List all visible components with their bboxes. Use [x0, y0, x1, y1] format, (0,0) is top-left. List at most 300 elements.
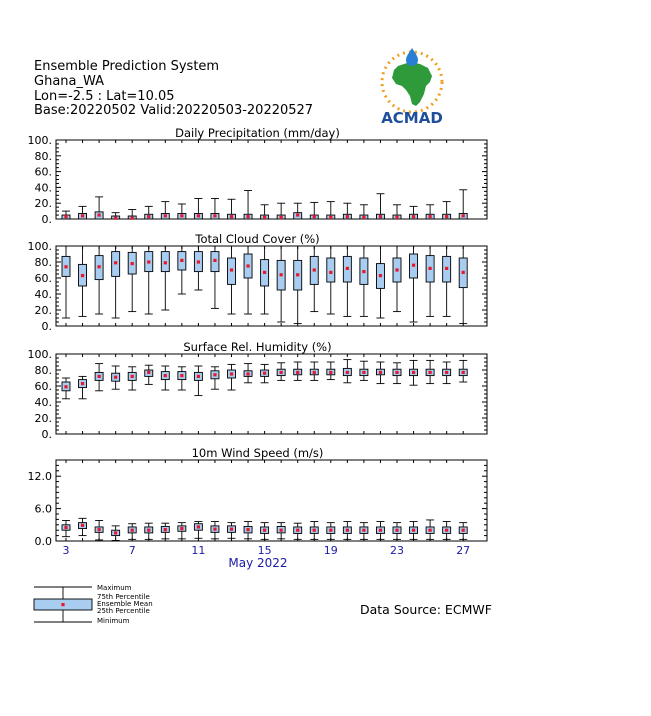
box-day-4: [79, 206, 87, 219]
mean-marker: [346, 215, 349, 218]
box-day-27: [459, 360, 467, 382]
y-tick-label: 20.: [34, 304, 52, 317]
mean-marker: [230, 268, 233, 271]
iqr-box: [228, 258, 236, 284]
box-day-21: [360, 246, 368, 316]
box-day-8: [145, 246, 153, 314]
box-day-6: [112, 366, 120, 389]
chart-panel-1: [28, 126, 488, 226]
mean-marker: [445, 529, 448, 532]
iqr-box: [410, 369, 418, 375]
iqr-box: [244, 526, 252, 532]
iqr-box: [426, 369, 434, 375]
mean-marker: [346, 371, 349, 374]
x-tick-label: 3: [62, 544, 70, 557]
x-tick-label: 19: [323, 544, 338, 557]
acmad-logo: [372, 46, 452, 128]
iqr-box: [294, 369, 302, 375]
iqr-box: [112, 373, 120, 381]
box-day-27: [459, 523, 467, 540]
iqr-box: [128, 216, 136, 219]
box-day-14: [244, 246, 252, 314]
header-region: Ghana_WA: [34, 74, 105, 89]
mean-marker: [362, 371, 365, 374]
box-day-7: [128, 367, 136, 390]
plot-frame: [56, 140, 487, 219]
box-day-11: [194, 198, 202, 219]
iqr-box: [145, 370, 153, 376]
y-tick-label: 40.: [34, 181, 52, 195]
mean-marker: [412, 215, 415, 218]
mean-marker: [131, 262, 134, 265]
y-tick-label: 40.: [34, 288, 52, 301]
mean-marker: [362, 529, 365, 532]
mean-marker: [263, 216, 266, 219]
box-day-14: [244, 522, 252, 539]
box-day-12: [211, 198, 219, 219]
box-day-3: [62, 520, 70, 536]
iqr-box: [112, 216, 120, 219]
box-day-26: [443, 246, 451, 316]
iqr-box: [79, 213, 87, 219]
iqr-box: [244, 214, 252, 219]
box-day-17: [294, 362, 302, 380]
mean-marker: [164, 261, 167, 264]
mean-marker: [246, 528, 249, 531]
box-day-19: [327, 523, 335, 540]
iqr-box: [277, 215, 285, 219]
box-day-14: [244, 364, 252, 383]
iqr-box: [261, 527, 269, 533]
box-day-19: [327, 362, 335, 380]
iqr-box: [211, 526, 219, 532]
mean-marker: [280, 529, 283, 532]
box-day-5: [95, 246, 103, 314]
iqr-box: [178, 252, 186, 270]
box-day-12: [211, 246, 219, 308]
mean-marker: [180, 374, 183, 377]
iqr-box: [211, 213, 219, 219]
iqr-box: [310, 256, 318, 284]
box-day-10: [178, 246, 186, 294]
iqr-box: [62, 215, 70, 219]
mean-marker: [379, 529, 382, 532]
mean-marker: [213, 528, 216, 531]
box-day-9: [161, 246, 169, 310]
iqr-box: [277, 369, 285, 375]
mean-marker: [362, 216, 365, 219]
mean-marker: [412, 371, 415, 374]
box-day-23: [393, 363, 401, 384]
iqr-box: [178, 372, 186, 380]
header-dates: Base:20220502 Valid:20220503-20220527: [34, 103, 314, 118]
box-day-11: [194, 366, 202, 396]
mean-marker: [362, 270, 365, 273]
box-day-8: [145, 523, 153, 539]
water-drop-icon: [406, 48, 418, 66]
iqr-box: [228, 214, 236, 219]
mean-marker: [64, 215, 67, 218]
iqr-box: [294, 260, 302, 290]
mean-marker: [280, 273, 283, 276]
mean-marker: [329, 529, 332, 532]
box-day-26: [443, 362, 451, 384]
box-day-9: [161, 366, 169, 390]
box-day-24: [410, 360, 418, 385]
iqr-box: [410, 214, 418, 219]
box-day-19: [327, 246, 335, 314]
box-day-17: [294, 246, 302, 324]
y-tick-label: 60.: [34, 380, 52, 393]
box-day-18: [310, 246, 318, 312]
mean-marker: [180, 259, 183, 262]
iqr-box: [194, 213, 202, 219]
iqr-box: [95, 372, 103, 380]
box-day-7: [128, 246, 136, 312]
mean-marker: [313, 371, 316, 374]
mean-marker: [197, 375, 200, 378]
mean-marker: [64, 526, 67, 529]
box-day-16: [277, 203, 285, 219]
iqr-box: [294, 527, 302, 533]
box-day-27: [459, 246, 467, 324]
mean-marker: [81, 382, 84, 385]
box-day-20: [343, 203, 351, 219]
box-day-18: [310, 202, 318, 219]
iqr-box: [79, 523, 87, 529]
mean-marker: [395, 529, 398, 532]
legend: [34, 584, 153, 625]
mean-marker: [213, 259, 216, 262]
iqr-box: [410, 527, 418, 533]
chart-panel-4: [28, 446, 488, 570]
iqr-box: [261, 370, 269, 376]
iqr-box: [145, 214, 153, 219]
iqr-box: [128, 252, 136, 274]
mean-marker: [131, 375, 134, 378]
iqr-box: [128, 527, 136, 533]
mean-marker: [313, 215, 316, 218]
x-tick-label: 27: [456, 544, 471, 557]
y-tick-label: 0.: [41, 428, 52, 441]
mean-marker: [296, 213, 299, 216]
mean-marker: [429, 529, 432, 532]
mean-marker: [263, 372, 266, 375]
mean-marker: [296, 529, 299, 532]
box-day-5: [95, 197, 103, 219]
box-day-15: [261, 205, 269, 219]
mean-marker: [379, 274, 382, 277]
mean-marker: [280, 371, 283, 374]
y-tick-label: 80.: [34, 149, 52, 163]
box-day-16: [277, 363, 285, 381]
iqr-box: [161, 252, 169, 272]
iqr-box: [443, 369, 451, 375]
box-day-21: [360, 523, 368, 540]
iqr-box: [294, 213, 302, 219]
iqr-box: [145, 252, 153, 272]
mean-marker: [346, 529, 349, 532]
iqr-box: [161, 372, 169, 380]
mean-marker: [180, 214, 183, 217]
box-day-25: [426, 246, 434, 316]
iqr-box: [194, 372, 202, 380]
x-tick-label: 7: [128, 544, 136, 557]
mean-marker: [98, 375, 101, 378]
mean-marker: [329, 216, 332, 219]
x-axis-label: May 2022: [228, 556, 288, 570]
mean-marker: [164, 214, 167, 217]
box-day-17: [294, 203, 302, 219]
mean-marker: [147, 260, 150, 263]
mean-marker: [114, 531, 117, 534]
mean-marker: [197, 525, 200, 528]
y-tick-label: 20.: [34, 412, 52, 425]
iqr-box: [95, 527, 103, 532]
mean-marker: [313, 268, 316, 271]
y-tick-label: 0.: [41, 213, 52, 226]
box-day-18: [310, 362, 318, 380]
box-day-22: [376, 246, 384, 318]
iqr-box: [459, 213, 467, 219]
box-day-6: [112, 246, 120, 318]
mean-marker: [81, 214, 84, 217]
iqr-box: [228, 526, 236, 532]
mean-marker: [445, 371, 448, 374]
iqr-box: [161, 213, 169, 219]
box-day-23: [393, 246, 401, 312]
legend-label: 75th Percentile: [97, 593, 150, 601]
box-day-23: [393, 205, 401, 219]
y-tick-label: 12.0: [27, 470, 52, 484]
y-tick-label: 100.: [27, 134, 52, 147]
box-day-5: [95, 520, 103, 539]
mean-marker: [180, 527, 183, 530]
iqr-box: [327, 369, 335, 375]
iqr-box: [360, 258, 368, 284]
mean-marker: [429, 267, 432, 270]
mean-marker: [395, 268, 398, 271]
iqr-box: [426, 256, 434, 282]
mean-marker: [164, 528, 167, 531]
iqr-box: [161, 526, 169, 532]
legend-label: Ensemble Mean: [97, 600, 153, 608]
iqr-box: [128, 372, 136, 380]
box-day-24: [410, 206, 418, 219]
iqr-box: [426, 527, 434, 533]
mean-marker: [81, 274, 84, 277]
mean-marker: [230, 528, 233, 531]
y-tick-label: 0.0: [34, 535, 52, 548]
mean-marker: [197, 260, 200, 263]
iqr-box: [343, 214, 351, 219]
iqr-box: [277, 526, 285, 532]
mean-marker: [296, 273, 299, 276]
mean-marker: [429, 215, 432, 218]
iqr-box: [376, 527, 384, 533]
iqr-box: [360, 369, 368, 375]
box-day-21: [360, 361, 368, 380]
mean-marker: [280, 216, 283, 219]
iqr-box: [360, 527, 368, 533]
mean-marker: [246, 215, 249, 218]
mean-marker: [445, 267, 448, 270]
box-day-9: [161, 523, 169, 539]
box-day-19: [327, 202, 335, 219]
mean-marker: [147, 371, 150, 374]
mean-marker: [263, 271, 266, 274]
iqr-box: [277, 260, 285, 290]
iqr-box: [310, 215, 318, 219]
iqr-box: [244, 254, 252, 278]
chart-title: Total Cloud Cover (%): [195, 232, 320, 246]
iqr-box: [393, 369, 401, 375]
chart-title: Daily Precipitation (mm/day): [175, 126, 340, 140]
chart-title: Surface Rel. Humidity (%): [183, 340, 332, 354]
mean-marker: [98, 265, 101, 268]
box-day-4: [79, 376, 87, 398]
mean-marker: [395, 216, 398, 219]
box-day-20: [343, 246, 351, 316]
box-day-20: [343, 360, 351, 383]
y-tick-label: 80.: [34, 256, 52, 269]
y-tick-label: 20.: [34, 197, 52, 211]
mean-marker: [131, 529, 134, 532]
x-tick-label: 15: [257, 544, 272, 557]
y-tick-label: 6.0: [34, 502, 52, 516]
y-tick-label: 60.: [34, 272, 52, 285]
africa-map-icon: [392, 62, 432, 106]
box-day-15: [261, 523, 269, 540]
mean-marker: [379, 371, 382, 374]
box-day-15: [261, 246, 269, 314]
iqr-box: [410, 254, 418, 278]
box-day-13: [228, 246, 236, 314]
box-day-10: [178, 367, 186, 390]
box-day-15: [261, 364, 269, 382]
box-day-4: [79, 518, 87, 535]
chart-panel-2: [28, 232, 488, 333]
iqr-box: [178, 213, 186, 219]
iqr-box: [211, 252, 219, 272]
iqr-box: [62, 256, 70, 276]
box-day-25: [426, 360, 434, 383]
y-tick-label: 100.: [27, 348, 52, 361]
iqr-box: [244, 371, 252, 377]
mean-marker: [164, 374, 167, 377]
box-day-26: [443, 522, 451, 540]
box-day-24: [410, 522, 418, 540]
x-tick-label: 11: [191, 544, 206, 557]
box-day-10: [178, 523, 186, 539]
iqr-box: [343, 368, 351, 375]
legend-box: [34, 599, 92, 610]
iqr-box: [310, 369, 318, 375]
iqr-box: [62, 525, 70, 530]
mean-marker: [462, 214, 465, 217]
iqr-box: [343, 256, 351, 282]
box-day-8: [145, 365, 153, 384]
iqr-box: [261, 260, 269, 286]
box-day-10: [178, 204, 186, 219]
iqr-box: [327, 258, 335, 282]
iqr-box: [393, 215, 401, 219]
iqr-box: [459, 369, 467, 375]
box-day-7: [128, 210, 136, 220]
box-day-25: [426, 520, 434, 539]
mean-marker: [379, 215, 382, 218]
header-title: Ensemble Prediction System: [34, 59, 220, 74]
iqr-box: [443, 214, 451, 219]
box-day-26: [443, 202, 451, 219]
mean-marker: [462, 529, 465, 532]
box-day-24: [410, 246, 418, 322]
mean-marker: [213, 214, 216, 217]
iqr-box: [327, 215, 335, 219]
box-day-8: [145, 206, 153, 219]
legend-label: 25th Percentile: [97, 607, 150, 615]
box-day-14: [244, 191, 252, 219]
mean-marker: [246, 264, 249, 267]
box-day-12: [211, 367, 219, 389]
box-day-20: [343, 522, 351, 540]
legend-label: Minimum: [97, 617, 130, 625]
mean-marker: [346, 267, 349, 270]
mean-marker: [64, 385, 67, 388]
box-day-11: [194, 246, 202, 290]
box-day-7: [128, 524, 136, 540]
box-day-23: [393, 523, 401, 540]
mean-marker: [246, 372, 249, 375]
iqr-box: [443, 527, 451, 533]
box-day-12: [211, 522, 219, 539]
box-day-13: [228, 364, 236, 390]
mean-marker: [329, 371, 332, 374]
iqr-box: [376, 214, 384, 219]
iqr-box: [459, 258, 467, 288]
mean-marker: [114, 376, 117, 379]
iqr-box: [376, 264, 384, 289]
mean-marker: [114, 217, 117, 220]
box-day-3: [62, 211, 70, 219]
iqr-box: [112, 530, 120, 535]
iqr-box: [178, 526, 186, 531]
mean-marker: [147, 215, 150, 218]
box-day-27: [459, 190, 467, 219]
box-day-6: [112, 526, 120, 541]
box-day-22: [376, 362, 384, 384]
iqr-box: [228, 370, 236, 378]
mean-marker: [213, 373, 216, 376]
iqr-box: [95, 256, 103, 280]
iqr-box: [343, 527, 351, 533]
iqr-box: [79, 264, 87, 286]
mean-marker: [98, 528, 101, 531]
box-day-18: [310, 522, 318, 540]
iqr-box: [194, 252, 202, 272]
header-coordinates: Lon=-2.5 : Lat=10.05: [34, 89, 175, 104]
box-day-21: [360, 205, 368, 219]
y-tick-label: 0.: [41, 320, 52, 333]
data-source: Data Source: ECMWF: [360, 602, 492, 617]
iqr-box: [426, 214, 434, 219]
iqr-box: [95, 212, 103, 219]
mean-marker: [429, 371, 432, 374]
y-tick-label: 40.: [34, 396, 52, 409]
box-day-25: [426, 205, 434, 219]
iqr-box: [443, 256, 451, 282]
box-day-5: [95, 364, 103, 391]
